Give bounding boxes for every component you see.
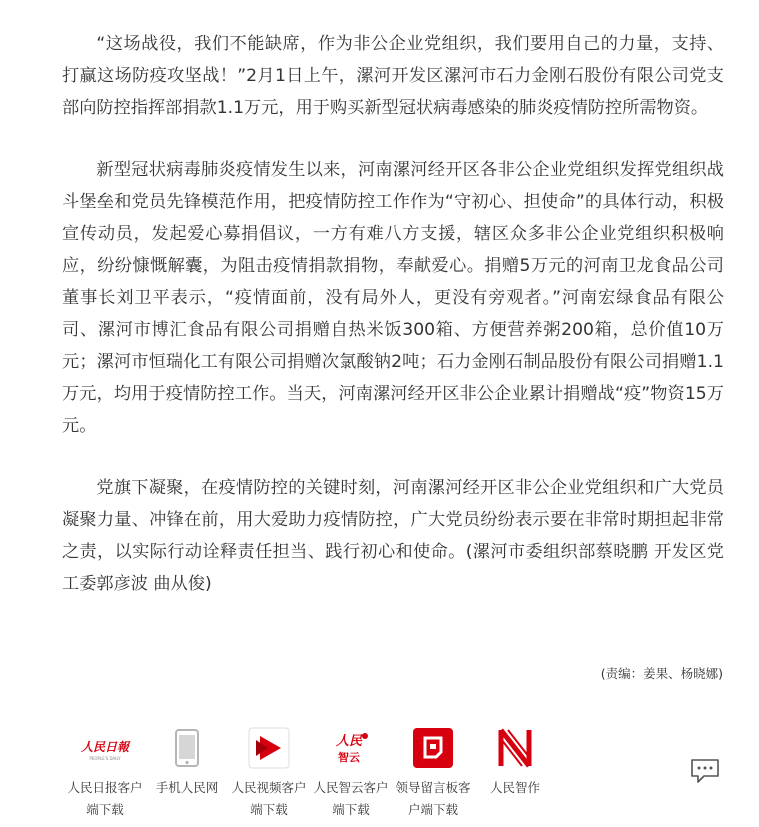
comment-icon[interactable]: [690, 758, 720, 784]
app-mobile-people[interactable]: [146, 727, 228, 821]
app-label: 人民智云客户端下载: [313, 780, 389, 817]
people-zhiyun-logo-icon: [330, 727, 372, 769]
app-label: 手机人民网: [155, 780, 219, 795]
app-people-daily[interactable]: [64, 727, 146, 821]
app-people-zhizuo[interactable]: [474, 727, 556, 821]
message-board-icon: [412, 727, 454, 769]
people-daily-logo-text: 人民日報: [80, 740, 130, 754]
people-zhizuo-logo-icon: [494, 727, 536, 769]
app-download-bar: [64, 727, 556, 821]
zhiyun-logo-subtext: 智云: [338, 751, 360, 764]
app-message-board[interactable]: [392, 727, 474, 821]
article-paragraph-1: “这场战役，我们不能缺席，作为非公企业党组织，我们要用自己的力量，支持、打赢这场防疫攻坚战！”2月1日上午，漯河开发区漯河市石力金刚石股份有限公司党支部向防控指挥部捐款1.1万元，用于购买新型冠状病毒感染的肺炎疫情防控所需物资。: [62, 34, 724, 118]
article-body: [62, 28, 724, 630]
mobile-phone-icon: [166, 727, 208, 769]
video-play-icon: [248, 727, 290, 769]
people-daily-logo-subtext: PEOPLE'S DAILY: [89, 756, 121, 761]
app-people-video[interactable]: [228, 727, 310, 821]
app-label: 人民日报客户端下载: [67, 780, 143, 817]
app-label: 人民智作: [489, 780, 540, 795]
app-label: 领导留言板客户端下载: [395, 780, 471, 817]
editor-credit: (责编：姜果、杨晓娜): [600, 666, 723, 681]
people-daily-logo-icon: [80, 727, 130, 769]
zhiyun-logo-text: 人民: [335, 734, 363, 749]
app-people-zhiyun[interactable]: [310, 727, 392, 821]
article-paragraph-2: 新型冠状病毒肺炎疫情发生以来，河南漯河经开区各非公企业党组织发挥党组织战斗堡垒和党员先锋模范作用，把疫情防控工作作为“守初心、担使命”的具体行动，积极宣传动员，发起爱心募捐倡议，一方有难八方支援，辖区众多非公企业党组织积极响应，纷纷慷慨解囊，为阻击疫情捐款捐物，奉献爱心。捐赠5万元的河南卫龙食品公司董事长刘卫平表示，“疫情面前，没有局外人，更没有旁观者。”河南宏绿食品有限公司、漯河市博汇食品有限公司捐赠自热米饭300箱、方便营养粥200箱，总价值10万元；漯河市恒瑞化工有限公司捐赠次氯酸钠2吨；石力金刚石制品股份有限公司捐赠1.1万元，均用于疫情防控工作。当天，河南漯河经开区非公企业累计捐赠战“疫”物资15万元。: [62, 160, 724, 436]
article-paragraph-3: 党旗下凝聚，在疫情防控的关键时刻，河南漯河经开区非公企业党组织和广大党员凝聚力量、冲锋在前，用大爱助力疫情防控，广大党员纷纷表示要在非常时期担起非常之责，以实际行动诠释责任担当、践行初心和使命。(漯河市委组织部蔡晓鹏 开发区党工委郭彦波 曲从俊): [62, 478, 724, 594]
app-label: 人民视频客户端下载: [231, 780, 307, 817]
